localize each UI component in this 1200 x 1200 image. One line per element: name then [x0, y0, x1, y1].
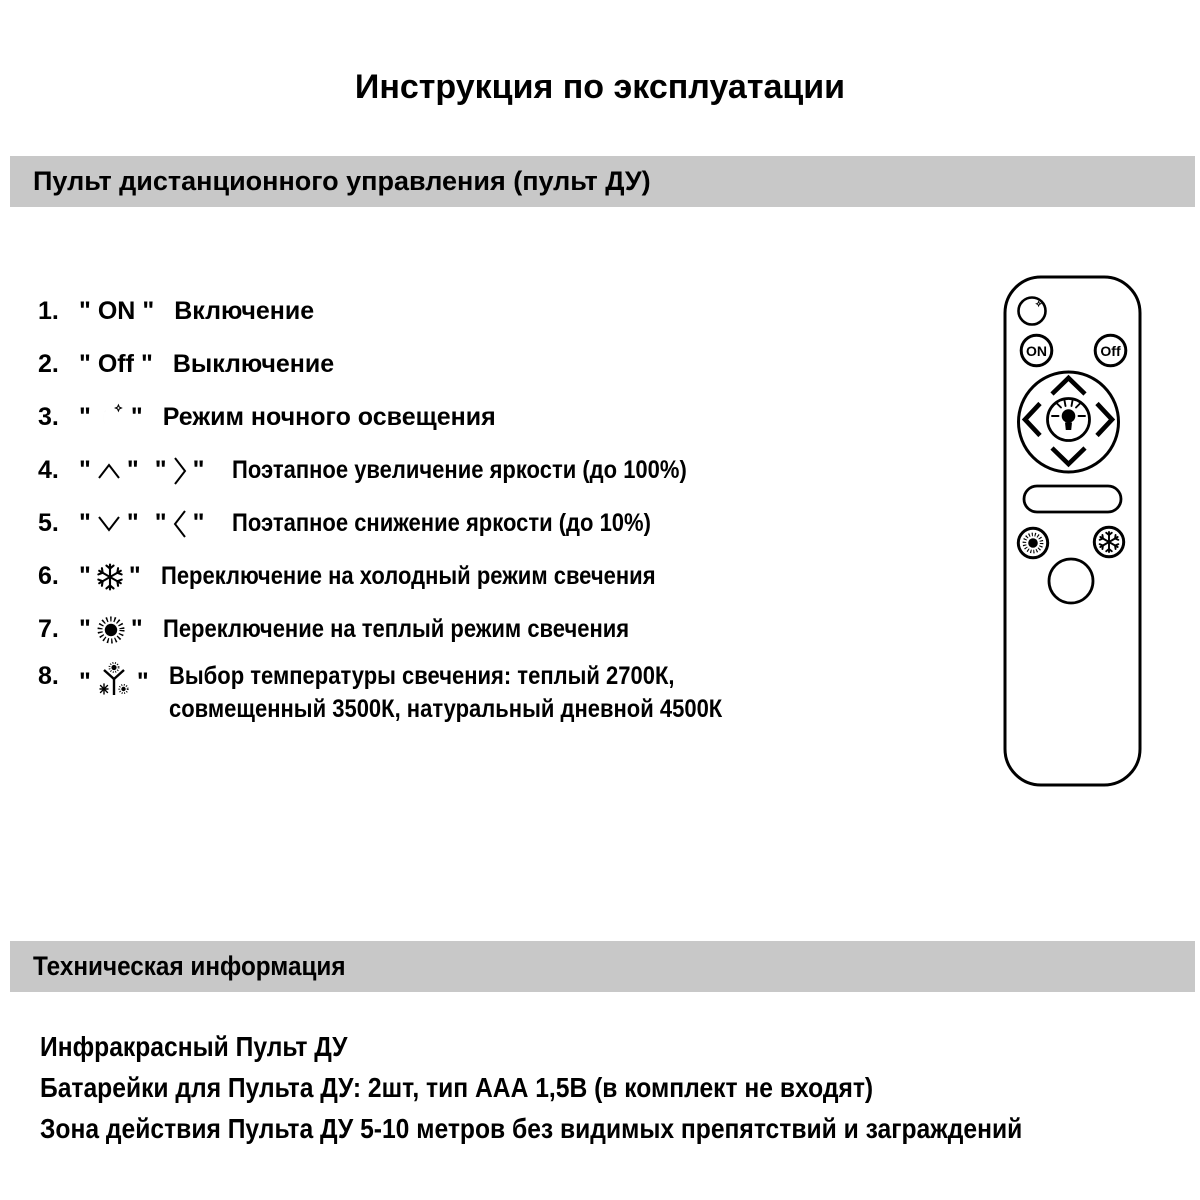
item-number: 7.	[38, 615, 59, 643]
snowflake-icon	[95, 562, 125, 592]
item-description: Переключение на холодный режим свечения	[160, 562, 656, 590]
remote-buttons-list	[38, 285, 797, 726]
on-button-label: ON	[1026, 343, 1047, 359]
list-item-warm-mode	[38, 603, 797, 656]
item-number: 8.	[38, 662, 59, 690]
quote-mark: "	[79, 667, 91, 696]
item-number: 1.	[38, 297, 59, 325]
item-description-line1: Выбор температуры свечения: теплый 2700К,	[168, 662, 675, 690]
quote-mark: "	[79, 456, 91, 484]
item-number: 5.	[38, 509, 59, 537]
list-item-color-temp	[38, 656, 797, 726]
off-button-label: Off	[1100, 343, 1121, 359]
quote-mark: "	[126, 456, 139, 484]
tech-info-line: Инфракрасный Пульт ДУ	[40, 1030, 348, 1062]
list-item-night-mode	[38, 391, 797, 444]
item-description: Переключение на теплый режим свечения	[162, 615, 629, 643]
remote-control-drawing	[995, 272, 1150, 797]
moon-star-icon	[95, 402, 127, 434]
item-description: Режим ночного освещения	[162, 403, 496, 431]
page-title: Инструкция по эксплуатации	[354, 68, 846, 106]
warm-sun-icon	[95, 614, 127, 646]
section-header-tech	[10, 941, 1195, 992]
list-item-off	[38, 338, 797, 391]
list-item-on	[38, 285, 797, 338]
quote-mark: "	[142, 297, 155, 325]
color-temp-icon	[95, 662, 133, 702]
quote-mark: "	[79, 615, 91, 643]
item-description: Поэтапное снижение яркости (до 10%)	[232, 509, 652, 537]
section-header-tech-label: Техническая информация	[33, 951, 346, 981]
quote-mark: "	[136, 667, 149, 696]
item-description: Включение	[174, 297, 315, 325]
quote-mark: "	[130, 615, 143, 643]
list-item-brightness-down	[38, 497, 797, 550]
quote-mark: "	[154, 509, 167, 537]
quote-mark: "	[130, 403, 143, 431]
quote-mark: "	[192, 456, 205, 484]
item-description-line2: совмещенный 3500К, натуральный дневной 4500К	[168, 695, 722, 723]
quote-mark: "	[154, 456, 167, 484]
section-header-remote-label: Пульт дистанционного управления (пульт ДУ)	[33, 166, 651, 196]
warm-sun-icon	[1028, 538, 1038, 548]
item-number: 2.	[38, 350, 59, 378]
angle-right-icon	[171, 454, 189, 488]
section-header-remote	[10, 156, 1195, 207]
chevron-up-icon	[95, 459, 123, 483]
quote-mark: "	[79, 297, 91, 325]
quote-mark: "	[79, 562, 91, 590]
quote-mark: "	[79, 403, 91, 431]
button-symbol-on: ON	[97, 297, 136, 325]
list-item-cold-mode	[38, 550, 797, 603]
item-number: 6.	[38, 562, 59, 590]
chevron-down-icon	[95, 512, 123, 536]
tech-info-block	[40, 1026, 1156, 1149]
remote-control-illustration	[995, 272, 1150, 797]
item-description: Выключение	[172, 350, 335, 378]
quote-mark: "	[128, 562, 141, 590]
list-item-brightness-up	[38, 444, 797, 497]
button-symbol-off: Off	[97, 350, 134, 378]
tech-info-line: Зона действия Пульта ДУ 5-10 метров без видимых препятствий и заграждений	[40, 1112, 1023, 1144]
quote-mark: "	[79, 350, 91, 378]
item-number: 4.	[38, 456, 59, 484]
angle-left-icon	[171, 507, 189, 541]
quote-mark: "	[192, 509, 205, 537]
item-number: 3.	[38, 403, 59, 431]
quote-mark: "	[126, 509, 139, 537]
quote-mark: "	[140, 350, 153, 378]
item-description: Поэтапное увеличение яркости (до 100%)	[232, 456, 688, 484]
quote-mark: "	[79, 509, 91, 537]
tech-info-line: Батарейки для Пульта ДУ: 2шт, тип ААА 1,5В (в комплект не входят)	[40, 1071, 874, 1103]
